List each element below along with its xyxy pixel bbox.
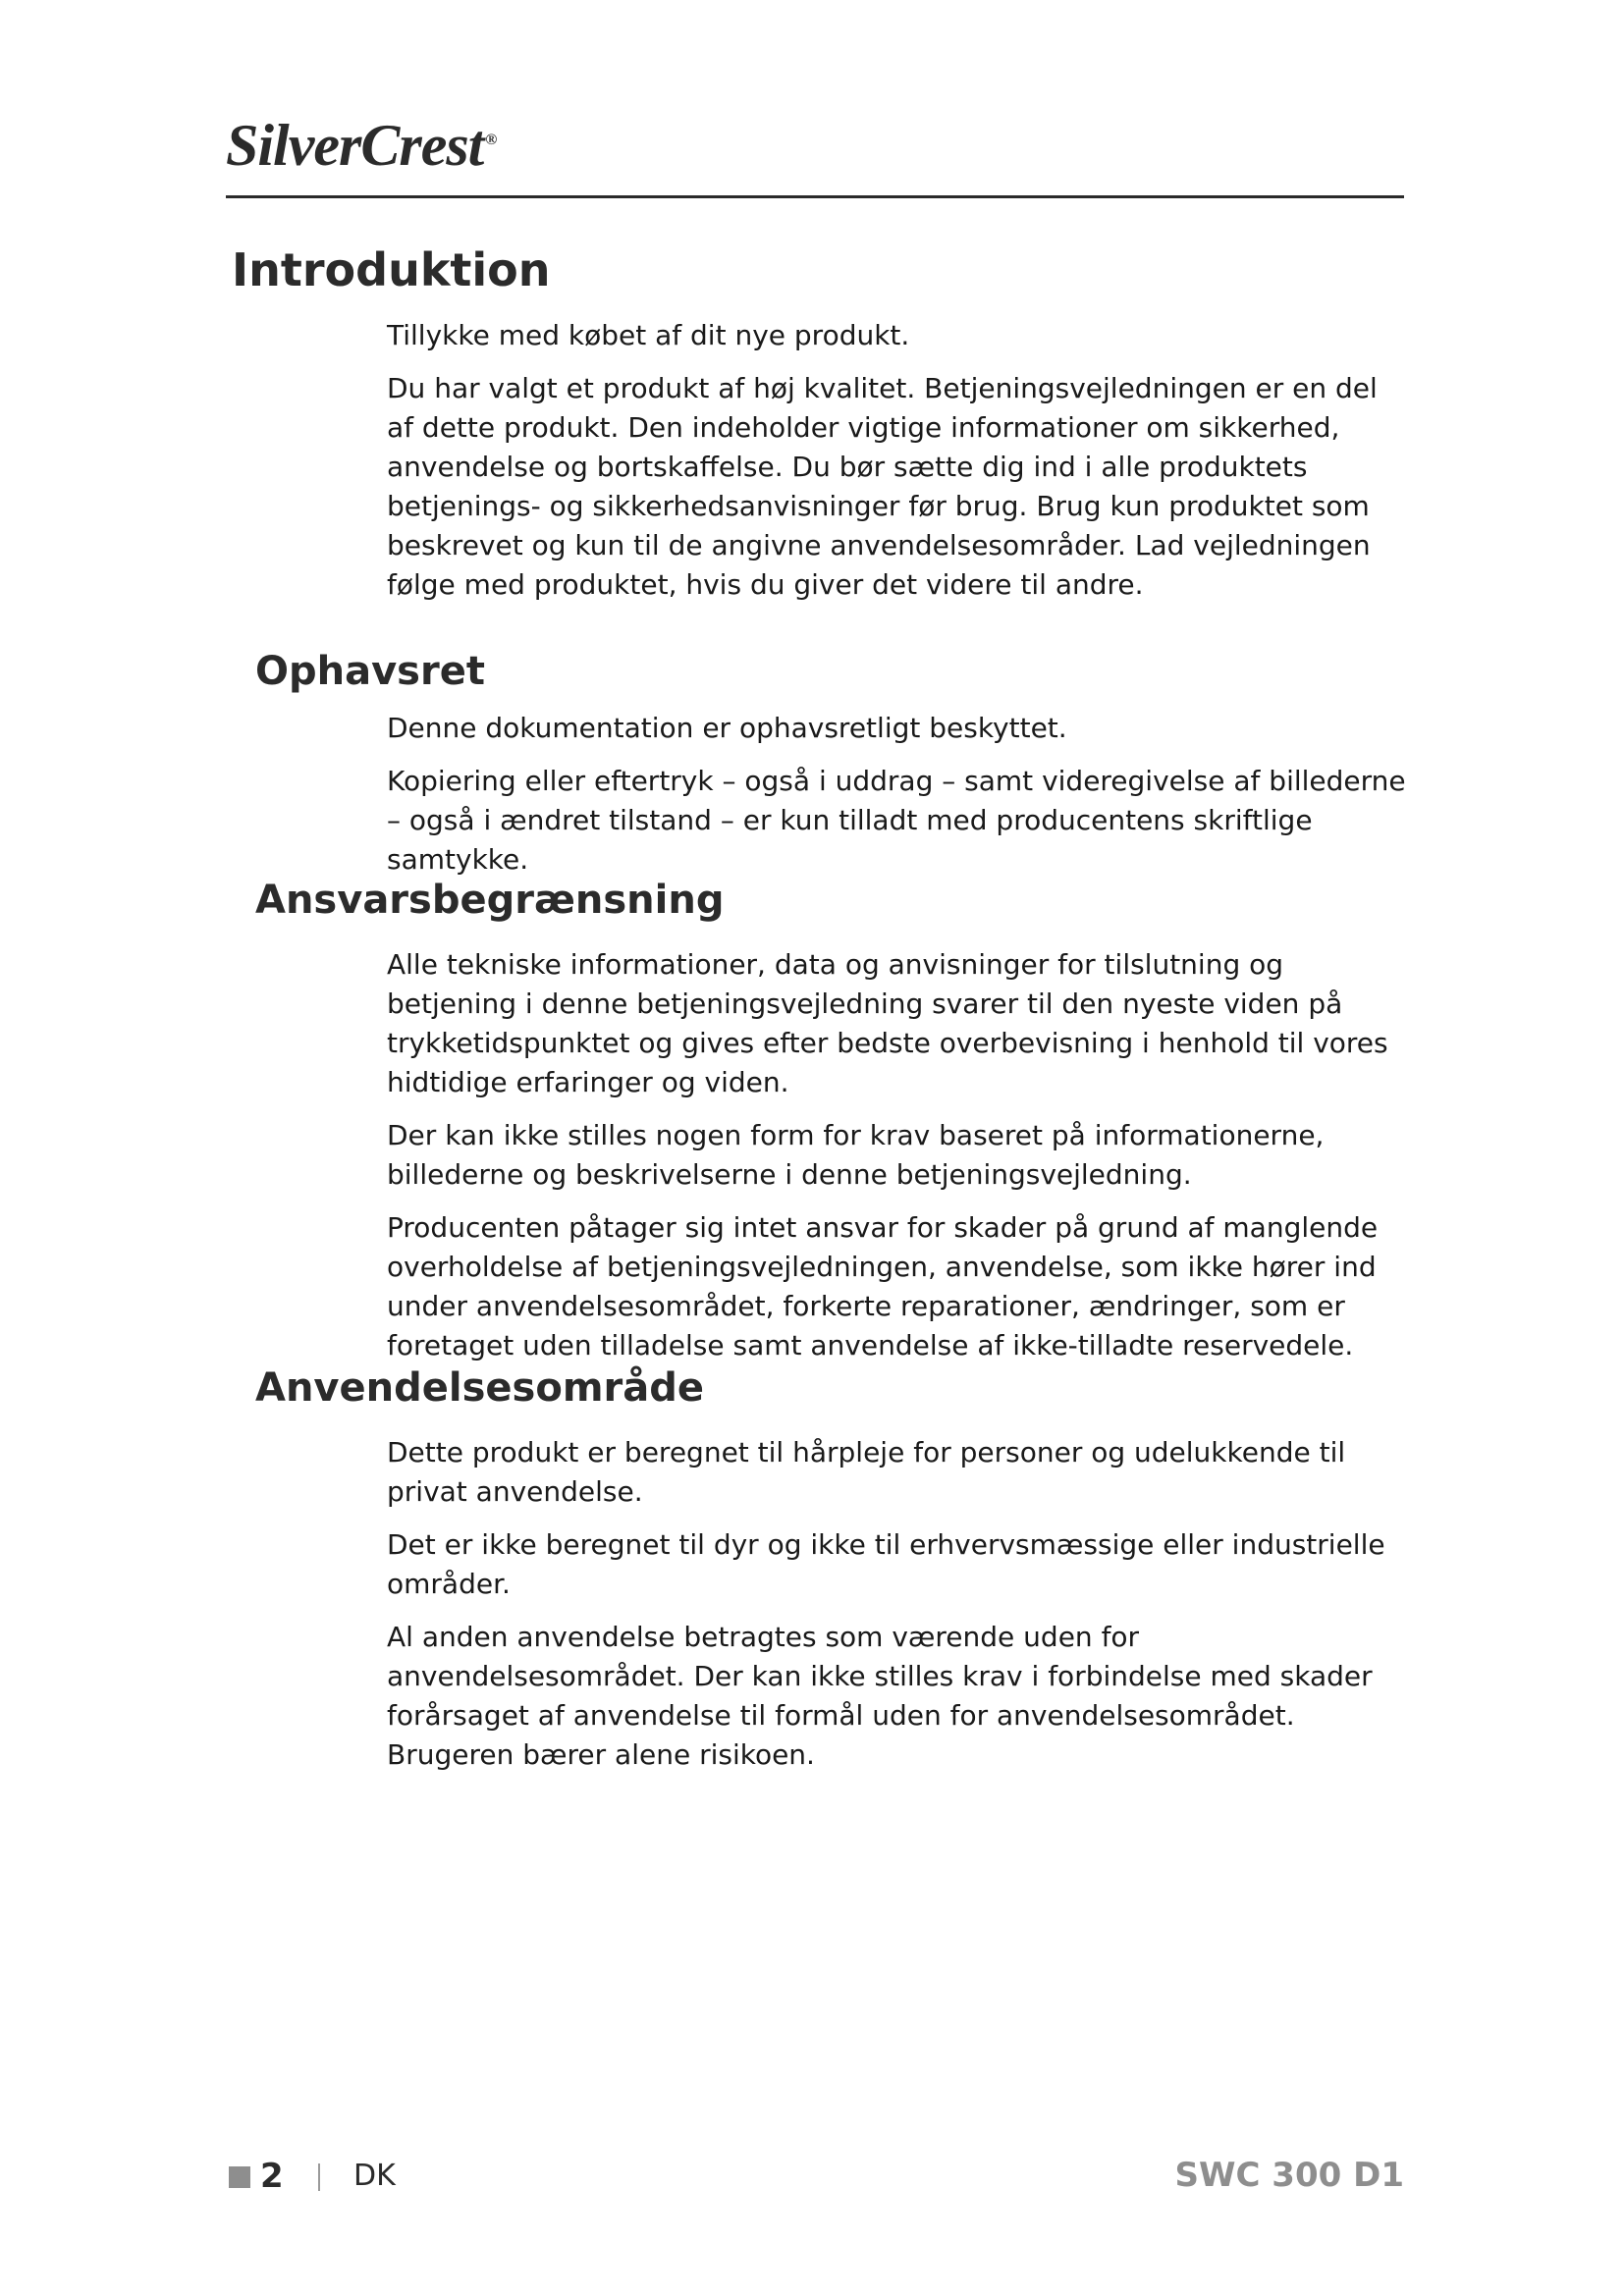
header-divider (226, 195, 1404, 198)
paragraph: Det er ikke beregnet til dyr og ikke til erhvervsmæssige eller industrielle områder. (387, 1528, 1385, 1600)
brand-logo (226, 113, 497, 178)
paragraph: Der kan ikke stilles nogen form for krav baseret på informationerne, billederne og beskrivelserne i denne betjeningsvejledning. (387, 1119, 1325, 1191)
brand-name: SilverCrest (226, 113, 484, 178)
paragraph: Denne dokumentation er ophavsretligt beskyttet. (387, 712, 1067, 744)
paragraph: Kopiering eller eftertryk – også i uddrag – samt videregivelse af billederne – også i ændret tilstand – er kun tilladt med producentens skriftlige samtykke. (387, 765, 1406, 876)
paragraph: Dette produkt er beregnet til hårpleje for personer og udelukkende til privat anvendelse. (387, 1436, 1346, 1508)
paragraph: Producenten påtager sig intet ansvar for skader på grund af manglende overholdelse af betjeningsvejledningen, anvendelse, som ikke hører ind under anvendelsesområdet, forkerte reparationer, ændringer, som er foretaget uden tilladelse samt anvendelse af ikke-tilladte reservedele. (387, 1211, 1379, 1362)
paragraph: Alle tekniske informationer, data og anvisninger for tilslutning og betjening i denne betjeningsvejledning svarer til den nyeste viden på trykketidspunktet og gives efter bedste overbevisning i henhold til vores hidtidige erfaringer og viden. (387, 948, 1388, 1098)
section-body-liability (387, 945, 1408, 1379)
model-number: SWC 300 D1 (1174, 2156, 1404, 2195)
page-number: 2 (260, 2157, 284, 2196)
section-title-intended-use: Anvendelsesområde (255, 1365, 704, 1411)
language-code: DK (353, 2159, 396, 2193)
page-marker-square (229, 2166, 250, 2188)
section-body-intro (387, 316, 1408, 618)
section-title-intro: Introduktion (232, 243, 551, 296)
paragraph: Tillykke med købet af dit nye produkt. (387, 319, 910, 351)
footer-separator (318, 2163, 320, 2191)
section-title-liability: Ansvarsbegrænsning (255, 878, 725, 923)
section-body-copyright (387, 709, 1408, 893)
paragraph: Al anden anvendelse betragtes som værende uden for anvendelsesområdet. Der kan ikke stilles krav i forbindelse med skader forårsaget af anvendelse til formål uden for anvendelsesområdet. Brugeren bærer alene risikoen. (387, 1621, 1373, 1771)
section-title-copyright: Ophavsret (255, 649, 485, 694)
paragraph: Du har valgt et produkt af høj kvalitet. Betjeningsvejledningen er en del af dette produkt. Den indeholder vigtige informationer om sikkerhed, anvendelse og bortskaffelse. Du bør sætte dig ind i alle produktets betjenings- og sikkerhedsanvisninger før brug. Brug kun produktet som beskrevet og kun til de angivne anvendelsesområder. Lad vejledningen følge med produktet, hvis du giver det videre til andre. (387, 372, 1378, 601)
registered-mark: ® (485, 132, 497, 148)
section-body-intended-use (387, 1433, 1408, 1789)
